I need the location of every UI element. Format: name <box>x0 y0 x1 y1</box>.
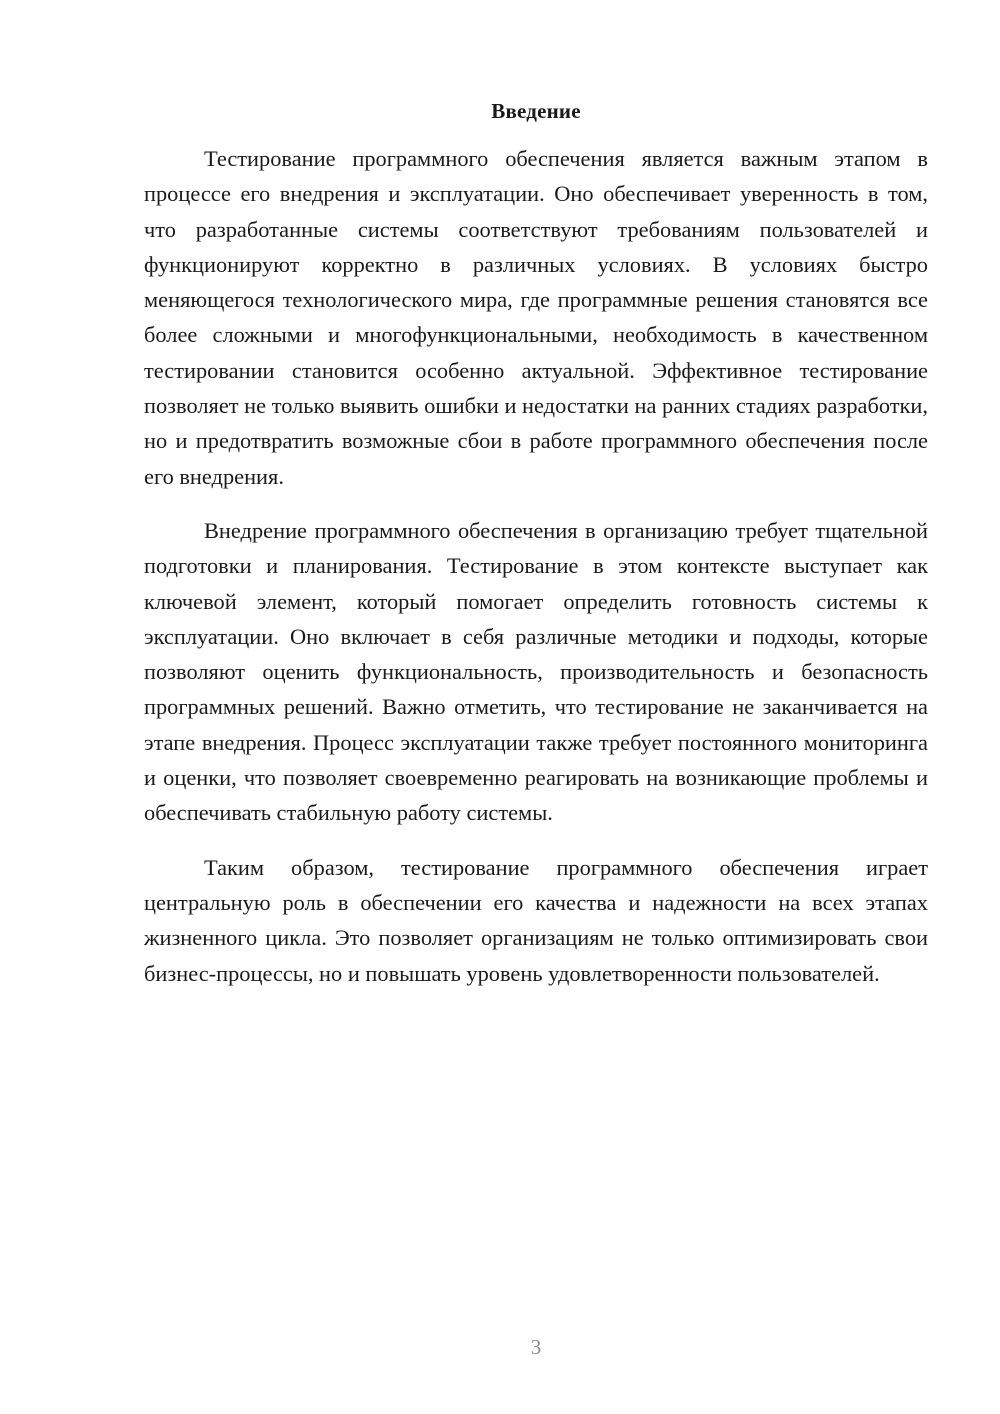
body-text <box>144 141 928 991</box>
paragraph-2: Внедрение программного обеспечения в организацию требует тщательной подготовки и планирования. Тестирование в этом контексте выступает как ключевой элемент, который помогает определить готовность системы к эксплуатации. Оно включает в себя различные методики и подходы, которые позволяют оценить функциональность, производительность и безопасность программных решений. Важно отметить, что тестирование не заканчивается на этапе внедрения. Процесс эксплуатации также требует постоянного мониторинга и оценки, что позволяет своевременно реагировать на возникающие проблемы и обеспечивать стабильную работу системы. <box>144 517 928 826</box>
section-title: Введение <box>491 99 581 123</box>
page-number: 3 <box>530 1335 542 1359</box>
paragraph-1: Тестирование программного обеспечения является важным этапом в процессе его внедрения и эксплуатации. Оно обеспечивает уверенность в том, что разработанные системы соответствуют требованиям пользователей и функционируют корректно в различных условиях. В условиях быстро меняющегося технологического мира, где программные решения становятся все более сложными и многофункциональными, необходимость в качественном тестировании становится особенно актуальной. Эффективное тестирование позволяет не только выявить ошибки и недостатки на ранних стадиях разработки, но и предотвратить возможные сбои в работе программного обеспечения после его внедрения. <box>144 146 928 489</box>
paragraph-3: Таким образом, тестирование программного обеспечения играет центральную роль в обеспечении его качества и надежности на всех этапах жизненного цикла. Это позволяет организациям не только оптимизировать свои бизнес-процессы, но и повышать уровень удовлетворенности пользователей. <box>144 854 928 986</box>
